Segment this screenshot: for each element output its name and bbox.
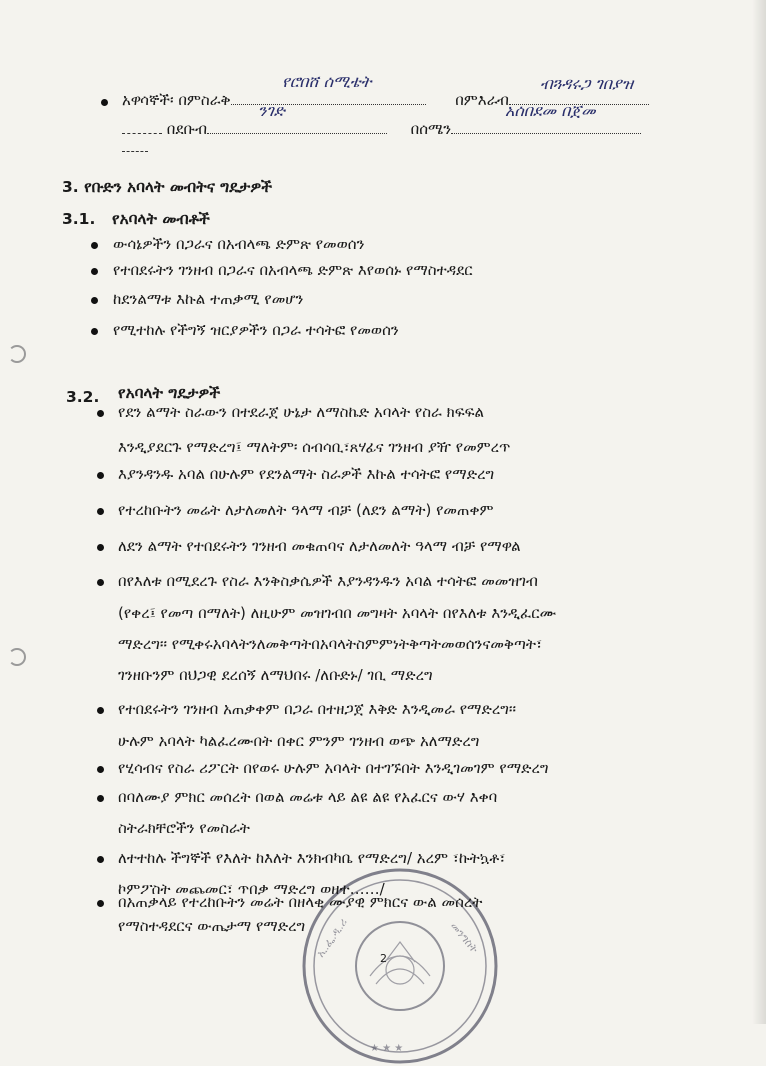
bullet-icon: [101, 99, 108, 106]
rights-item: ከደንልማቱ እኩል ተጠቃሚ የመሆን: [113, 290, 304, 308]
duties-item-line: በየእለቱ በሚደረጉ የስራ እንቅስቃሴዎች እያንዳንዱን አባል ተሳትፎ መመዝገብ: [118, 572, 538, 590]
bullet-icon: [97, 472, 104, 479]
bullet-icon: [97, 766, 104, 773]
bullet-icon: [91, 268, 98, 275]
south-handwritten-value: ንገድ: [258, 101, 285, 120]
bullet-icon: [91, 242, 98, 249]
duties-item-line: ገንዘቡንም በህጋዊ ደረሰኝ ለማህበሩ /ለቡድኑ/ ገቢ ማድረግ: [118, 666, 433, 684]
rights-number: 3.1.: [62, 210, 96, 228]
punch-hole-icon: [8, 345, 26, 363]
section-heading: 3. የቡድን አባላት መብትና ግዴታዎች: [62, 178, 273, 196]
bullet-icon: [97, 707, 104, 714]
svg-text:ኢ.ፌ.ዲ.ሪ: ኢ.ፌ.ዲ.ሪ: [313, 915, 350, 960]
west-handwritten-value: ብጓዳሩጋ ገበያዝ: [540, 74, 634, 93]
bullet-icon: [97, 795, 104, 802]
north-label: በሰሜን: [410, 120, 452, 138]
duties-item-line: በአጠቃላይ የተረከቡትን መሬት በዘላቂ ሙያዊ ምክርና ውል መሰረት: [118, 893, 483, 911]
south-field: [207, 133, 387, 134]
duties-item-line: እያንዳንዱ አባል በሁሉም የደንልማት ስራዎች እኩል ተሳትፎ የማድረግ: [118, 465, 495, 483]
bullet-icon: [97, 856, 104, 863]
duties-item-line: ማድረግ፡፡ የሚቀሩአባላትንለመቅጣትበአባላትስምምነትቅጣትመወሰንናመቅጣት፣: [118, 635, 543, 653]
bullet-icon: [97, 579, 104, 586]
bullet-icon: [97, 544, 104, 551]
duties-item-line: የሂሳብና የስራ ሪፖርት በየወሩ ሁሉም አባላት በተገኙበት እንዲገመገም የማድረግ: [118, 759, 549, 777]
north-handwritten-value: አሰበደመ በጀመ: [505, 101, 596, 120]
rights-item: የተበደሩትን ገንዘብ በጋራና በአብላጫ ድምጽ እየወሰኑ የማስተዳደር: [113, 261, 473, 279]
bullet-icon: [91, 328, 98, 335]
rights-item: ውሳኔዎችን በጋራና በአብላጫ ድምጽ የመወሰን: [113, 235, 365, 253]
duties-item-line: የማስተዳደርና ውጤታማ የማድረግ: [118, 917, 306, 935]
bullet-icon: [97, 508, 104, 515]
north-field: [451, 133, 641, 134]
duties-item-line: ለተተከሉ ችግኞች የእለት ከእለት እንክብካቤ የማድረግ/ አረም ፣ኩትኳቶ፣: [118, 849, 506, 867]
duties-title: የአባላት ግዴታዎች: [118, 384, 221, 402]
east-handwritten-value: የሮበሸ ሰሚቴት: [282, 72, 372, 91]
duties-item-line: ሁሉም አባላት ካልፈረሙበት በቀር ምንም ገንዘብ ወጭ አለማድረግ: [118, 732, 480, 750]
neighbors-label: አዋሳኞች፡: [122, 91, 174, 109]
rights-title: የአባላት መብቶች: [112, 210, 210, 228]
west-label: በምእራብ: [455, 91, 509, 109]
bullet-icon: [97, 900, 104, 907]
svg-text:★ ★ ★: ★ ★ ★: [370, 1043, 404, 1054]
dash-filler: [122, 150, 148, 152]
duties-item-line: (የቀረ፤ የመጣ በማለት) ለዚሁም መዝገብበ መግዛት አባላት በየእለቱ እንዲፈርሙ: [118, 604, 557, 622]
duties-item-line: ኮምፖስት መጨመር፣ ጥበቃ ማድረግ ወዘተ……/: [118, 880, 385, 898]
bullet-icon: [91, 297, 98, 304]
duties-item-line: ስትራክቸሮችን የመስራት: [118, 819, 250, 837]
svg-text:መንግስት: መንግስት: [447, 919, 481, 956]
duties-item-line: የደን ልማት ስራውን በተደራጀ ሁኔታ ለማስኬድ አባላት የስራ ክፍፍል: [118, 403, 485, 421]
bullet-icon: [97, 410, 104, 417]
punch-hole-icon: [8, 648, 26, 666]
south-label: በደቡብ: [166, 120, 208, 138]
duties-item-line: ለደን ልማት የተበደሩትን ገንዘብ መቁጠባና ለታለመለት ዓላማ ብቻ የማዋል: [118, 537, 521, 555]
rights-item: የሚተከሉ የችግኝ ዝርያዎችን በጋራ ተሳትፎ የመወሰን: [113, 321, 399, 339]
page-edge-shadow: [752, 0, 766, 1024]
east-label: በምስራቅ: [178, 91, 231, 109]
duties-item-line: እንዲያደርጉ የማድረግ፤ ማለትም፡ ሰብሳቢ፣ጸሃፊና ገንዘብ ያዥ የመምረጥ: [118, 438, 511, 456]
neighbors-line-2: [122, 119, 641, 139]
duties-item-line: በባለሙያ ምክር መሰረት በወል መሬቱ ላይ ልዩ ልዩ የአፈርና ውሃ እቀባ: [118, 788, 498, 806]
page-number: 2: [380, 952, 387, 965]
duties-number: 3.2.: [66, 388, 100, 406]
duties-item-line: የተረከቡትን መሬት ለታለመለት ዓላማ ብቻ (ለደን ልማት) የመጠቀም: [118, 501, 494, 519]
duties-item-line: የተበደሩትን ገንዘብ አጠቃቀም በጋራ በተዘጋጀ እቅድ እንዲመራ የማድረግ፡፡: [118, 700, 516, 718]
